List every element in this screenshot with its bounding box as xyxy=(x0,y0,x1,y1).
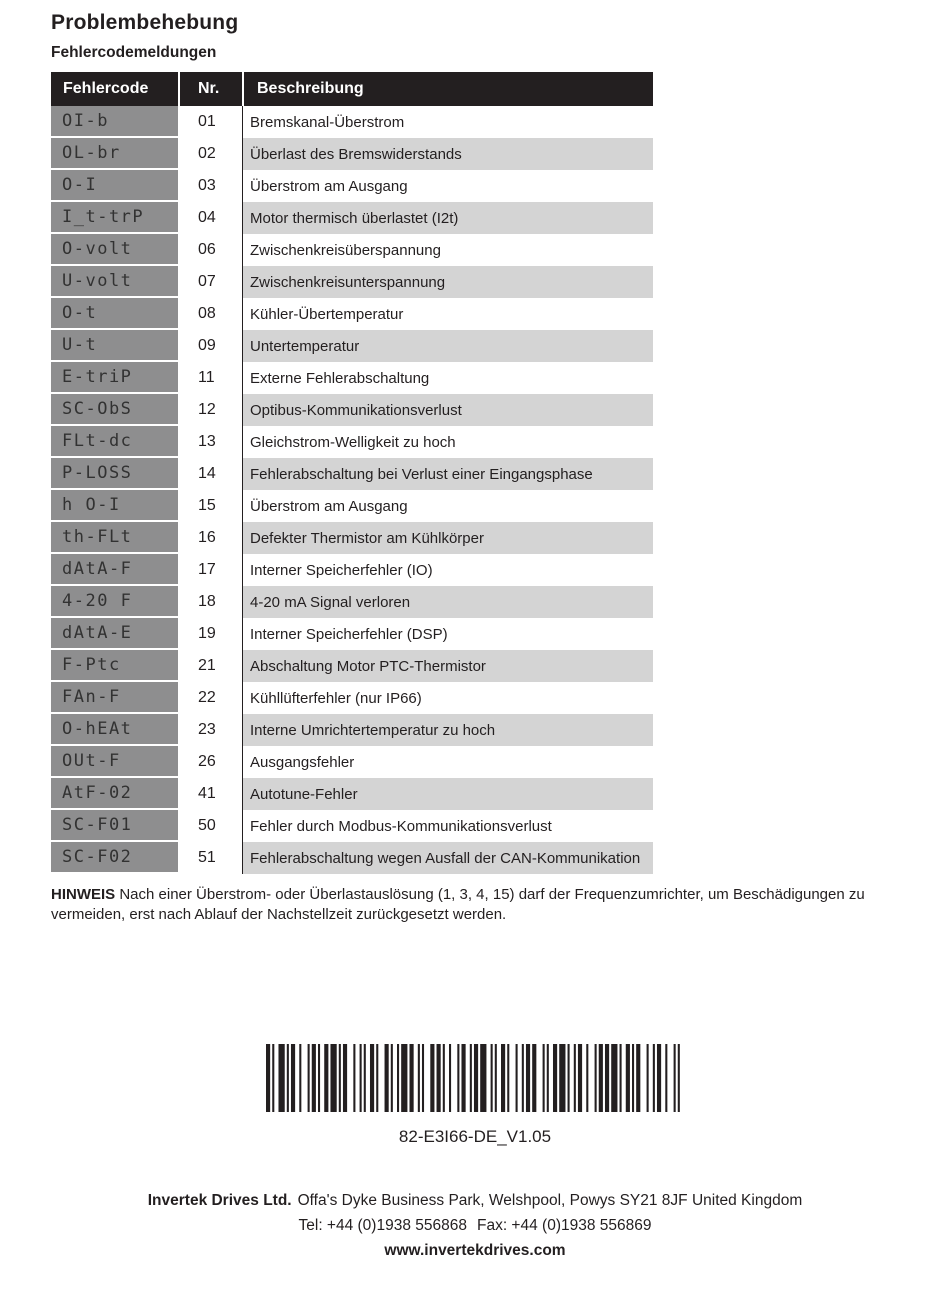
barcode-bar xyxy=(339,1044,341,1112)
fault-description: Überlast des Bremswiderstands xyxy=(243,138,653,170)
fault-number: 11 xyxy=(180,362,242,394)
fault-code-display: U-t xyxy=(51,330,178,362)
fault-number: 03 xyxy=(180,170,242,202)
telephone-number: Tel: +44 (0)1938 556868 xyxy=(298,1217,467,1234)
fault-number: 14 xyxy=(180,458,242,490)
fault-description: Optibus-Kommunikationsverlust xyxy=(243,394,653,426)
barcode-bar xyxy=(291,1044,295,1112)
table-body xyxy=(51,106,653,874)
table-row xyxy=(51,586,653,618)
fault-number: 15 xyxy=(180,490,242,522)
table-row xyxy=(51,330,653,362)
fault-code-display: OL-br xyxy=(51,138,178,170)
fault-code-display: O-volt xyxy=(51,234,178,266)
fault-code-display: SC-ObS xyxy=(51,394,178,426)
fault-number: 07 xyxy=(180,266,242,298)
barcode-bar xyxy=(516,1044,518,1112)
barcode-bar xyxy=(287,1044,289,1112)
barcode-bar xyxy=(376,1044,378,1112)
fault-code-display: F-Ptc xyxy=(51,650,178,682)
barcode-bar xyxy=(443,1044,445,1112)
fault-code-display: P-LOSS xyxy=(51,458,178,490)
fault-description: Kühler-Übertemperatur xyxy=(243,298,653,330)
fault-number: 16 xyxy=(180,522,242,554)
barcode-bar xyxy=(647,1044,649,1112)
fault-number: 01 xyxy=(180,106,242,138)
company-name: Invertek Drives Ltd. xyxy=(147,1192,292,1209)
table-row xyxy=(51,490,653,522)
barcode-bar xyxy=(526,1044,530,1112)
fault-description: Ausgangsfehler xyxy=(243,746,653,778)
barcode-bar xyxy=(620,1044,622,1112)
table-row xyxy=(51,618,653,650)
fault-number: 17 xyxy=(180,554,242,586)
barcode-bar xyxy=(657,1044,661,1112)
barcode-bar xyxy=(599,1044,603,1112)
barcode-bar xyxy=(418,1044,420,1112)
fault-number: 22 xyxy=(180,682,242,714)
barcode-bar xyxy=(409,1044,413,1112)
barcode-bar xyxy=(299,1044,301,1112)
barcode-bar xyxy=(674,1044,676,1112)
fault-description: Defekter Thermistor am Kühlkörper xyxy=(243,522,653,554)
fault-number: 50 xyxy=(180,810,242,842)
company-address: Offa's Dyke Business Park, Welshpool, Powys SY21 8JF United Kingdom xyxy=(297,1192,803,1209)
barcode-bar xyxy=(474,1044,478,1112)
fault-description: Überstrom am Ausgang xyxy=(243,490,653,522)
fault-code-display: SC-F02 xyxy=(51,842,178,874)
barcode-bar xyxy=(586,1044,588,1112)
fault-number: 08 xyxy=(180,298,242,330)
fault-code-display: FAn-F xyxy=(51,682,178,714)
fault-description: Interner Speicherfehler (DSP) xyxy=(243,618,653,650)
website-link[interactable]: www.invertekdrives.com xyxy=(384,1242,566,1259)
barcode-bar xyxy=(397,1044,399,1112)
barcode-bar xyxy=(353,1044,355,1112)
table-row xyxy=(51,266,653,298)
table-row xyxy=(51,714,653,746)
barcode-bar xyxy=(522,1044,524,1112)
barcode-bar xyxy=(547,1044,549,1112)
table-row xyxy=(51,138,653,170)
fault-code-display: U-volt xyxy=(51,266,178,298)
barcode-bar xyxy=(470,1044,472,1112)
fault-number: 41 xyxy=(180,778,242,810)
fault-code-display: OUt-F xyxy=(51,746,178,778)
table-row xyxy=(51,746,653,778)
table-row xyxy=(51,426,653,458)
table-row xyxy=(51,394,653,426)
barcode-bar xyxy=(430,1044,434,1112)
barcode-bar xyxy=(595,1044,597,1112)
barcode-bar xyxy=(678,1044,680,1112)
barcode-bar xyxy=(308,1044,310,1112)
fault-description: Untertemperatur xyxy=(243,330,653,362)
barcode-bar xyxy=(653,1044,655,1112)
barcode-bar xyxy=(278,1044,284,1112)
barcode-bar xyxy=(665,1044,667,1112)
table-row xyxy=(51,778,653,810)
fault-description: 4-20 mA Signal verloren xyxy=(243,586,653,618)
barcode-bar xyxy=(385,1044,389,1112)
fault-code-display: O-t xyxy=(51,298,178,330)
barcode-bar xyxy=(578,1044,582,1112)
barcode-bar xyxy=(501,1044,505,1112)
header-beschreibung: Beschreibung xyxy=(244,72,653,106)
fault-number: 04 xyxy=(180,202,242,234)
fault-number: 23 xyxy=(180,714,242,746)
fault-code-display: dAtA-E xyxy=(51,618,178,650)
footer-contact-line xyxy=(0,1217,950,1235)
table-row xyxy=(51,842,653,874)
fault-description: Überstrom am Ausgang xyxy=(243,170,653,202)
barcode-bar xyxy=(532,1044,536,1112)
barcode-bar xyxy=(457,1044,459,1112)
table-row xyxy=(51,362,653,394)
hint-text: Nach einer Überstrom- oder Überlastauslösung (1, 3, 4, 15) darf der Frequenzumrichter, um Beschädigungen zu vermeiden, erst nach Ablauf der Nachstellzeit zurückgesetzt werden. xyxy=(51,886,865,923)
fault-code-display: OI-b xyxy=(51,106,178,138)
fault-description: Fehler durch Modbus-Kommunikationsverlust xyxy=(243,810,653,842)
barcode-bar xyxy=(553,1044,557,1112)
table-row xyxy=(51,554,653,586)
fault-code-display: I_t-trP xyxy=(51,202,178,234)
barcode-bar xyxy=(480,1044,486,1112)
fault-code-display: h O-I xyxy=(51,490,178,522)
fault-code-display: O-hEAt xyxy=(51,714,178,746)
barcode-bar xyxy=(370,1044,374,1112)
table-row xyxy=(51,298,653,330)
barcode-bar xyxy=(324,1044,328,1112)
fault-number: 02 xyxy=(180,138,242,170)
barcode-bar xyxy=(636,1044,640,1112)
fault-number: 18 xyxy=(180,586,242,618)
barcode-bar xyxy=(626,1044,630,1112)
barcode-image xyxy=(266,1044,684,1112)
fault-code-display: AtF-02 xyxy=(51,778,178,810)
fault-number: 09 xyxy=(180,330,242,362)
barcode-bar xyxy=(318,1044,320,1112)
fault-code-display: E-triP xyxy=(51,362,178,394)
fault-description: Abschaltung Motor PTC-Thermistor xyxy=(243,650,653,682)
barcode-bar xyxy=(437,1044,441,1112)
barcode-bar xyxy=(495,1044,497,1112)
barcode-bar xyxy=(272,1044,274,1112)
fault-number: 51 xyxy=(180,842,242,874)
fault-description: Kühllüfterfehler (nur IP66) xyxy=(243,682,653,714)
barcode-number: 82-E3I66-DE_V1.05 xyxy=(398,1127,552,1146)
fax-number: Fax: +44 (0)1938 556869 xyxy=(476,1217,652,1234)
page-title: Problembehebung xyxy=(51,11,239,34)
table-row xyxy=(51,170,653,202)
fault-description: Externe Fehlerabschaltung xyxy=(243,362,653,394)
barcode-bar xyxy=(461,1044,465,1112)
footer-address-line xyxy=(0,1192,950,1210)
fault-description: Autotune-Fehler xyxy=(243,778,653,810)
barcode-bar xyxy=(611,1044,617,1112)
fault-number: 12 xyxy=(180,394,242,426)
fault-description: Interne Umrichtertemperatur zu hoch xyxy=(243,714,653,746)
fault-code-display: 4-20 F xyxy=(51,586,178,618)
page-subtitle: Fehlercodemeldungen xyxy=(51,44,217,61)
table-row xyxy=(51,522,653,554)
fault-code-display: dAtA-F xyxy=(51,554,178,586)
hint-label: HINWEIS xyxy=(51,886,116,903)
barcode-bar xyxy=(266,1044,270,1112)
header-nr: Nr. xyxy=(180,72,242,106)
fault-code-display: SC-F01 xyxy=(51,810,178,842)
table-row xyxy=(51,650,653,682)
fault-code-table xyxy=(51,72,653,874)
table-row xyxy=(51,810,653,842)
barcode-bar xyxy=(543,1044,545,1112)
fault-code-display: th-FLt xyxy=(51,522,178,554)
hint-note xyxy=(51,885,901,925)
fault-description: Fehlerabschaltung wegen Ausfall der CAN-Kommunikation xyxy=(243,842,653,874)
fault-description: Motor thermisch überlastet (I2t) xyxy=(243,202,653,234)
table-row xyxy=(51,106,653,138)
barcode-bar xyxy=(391,1044,393,1112)
fault-description: Zwischenkreisunterspannung xyxy=(243,266,653,298)
barcode-bar xyxy=(422,1044,424,1112)
barcode-bar xyxy=(449,1044,451,1112)
barcode-bar xyxy=(559,1044,565,1112)
barcode-bar xyxy=(343,1044,347,1112)
fault-description: Fehlerabschaltung bei Verlust einer Eingangsphase xyxy=(243,458,653,490)
barcode-bar xyxy=(507,1044,509,1112)
fault-number: 21 xyxy=(180,650,242,682)
fault-number: 26 xyxy=(180,746,242,778)
barcode-bar xyxy=(364,1044,366,1112)
barcode-bar xyxy=(491,1044,493,1112)
fault-code-display: FLt-dc xyxy=(51,426,178,458)
barcode-bar xyxy=(574,1044,576,1112)
fault-code-display: O-I xyxy=(51,170,178,202)
barcode-bar xyxy=(632,1044,634,1112)
fault-number: 19 xyxy=(180,618,242,650)
table-header-row xyxy=(51,72,653,106)
fault-description: Zwischenkreisüberspannung xyxy=(243,234,653,266)
table-row xyxy=(51,234,653,266)
fault-number: 13 xyxy=(180,426,242,458)
header-fehlercode: Fehlercode xyxy=(51,72,178,106)
fault-number: 06 xyxy=(180,234,242,266)
table-row xyxy=(51,202,653,234)
barcode-bar xyxy=(330,1044,336,1112)
fault-description: Interner Speicherfehler (IO) xyxy=(243,554,653,586)
table-row xyxy=(51,682,653,714)
table-row xyxy=(51,458,653,490)
barcode-bar xyxy=(401,1044,407,1112)
fault-description: Gleichstrom-Welligkeit zu hoch xyxy=(243,426,653,458)
barcode-bar xyxy=(312,1044,316,1112)
barcode-bar xyxy=(605,1044,609,1112)
barcode-bar xyxy=(568,1044,570,1112)
barcode-bar xyxy=(360,1044,362,1112)
fault-description: Bremskanal-Überstrom xyxy=(243,106,653,138)
